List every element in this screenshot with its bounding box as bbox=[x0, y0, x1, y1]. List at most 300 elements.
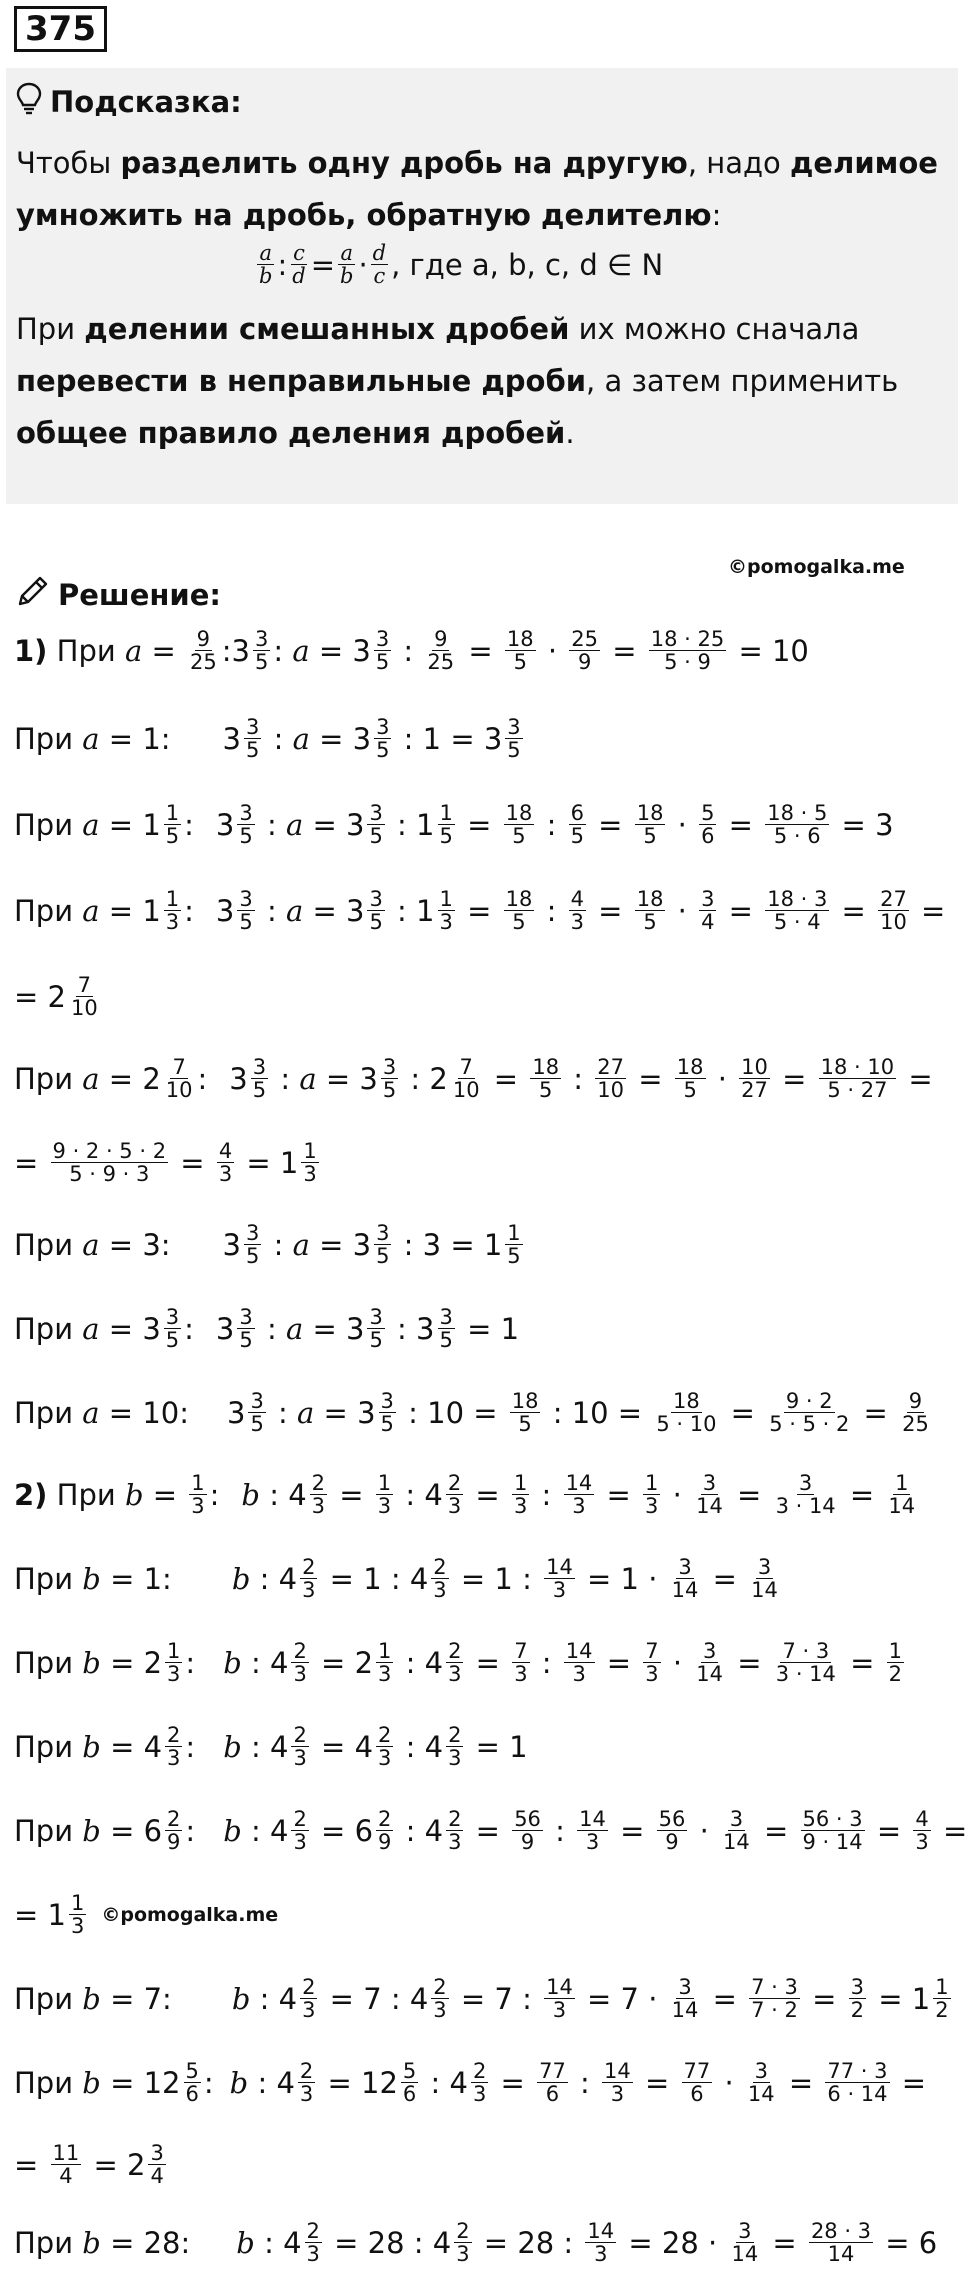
math-text: : 1 bbox=[387, 807, 435, 842]
numerator: 1 bbox=[888, 1639, 903, 1663]
fraction bbox=[253, 628, 270, 673]
denominator: 5 bbox=[512, 910, 526, 934]
numerator: 2 bbox=[293, 1723, 307, 1747]
fraction bbox=[164, 1056, 195, 1101]
fraction bbox=[217, 1140, 234, 1185]
variable: b bbox=[124, 1477, 144, 1512]
math-text: = 3 bbox=[309, 633, 371, 668]
denominator: 6 bbox=[701, 824, 715, 848]
numerator: 3 bbox=[850, 1975, 865, 1999]
numerator: 18 bbox=[673, 1389, 700, 1413]
fraction bbox=[694, 1472, 725, 1517]
denominator: 14 bbox=[751, 1578, 778, 1602]
denominator: 5 · 5 · 2 bbox=[769, 1412, 850, 1436]
math-text: = bbox=[840, 1477, 884, 1512]
math-text: = 1 : 4 bbox=[320, 1561, 429, 1596]
math-text: : 4 bbox=[396, 1813, 444, 1848]
fraction bbox=[635, 888, 666, 933]
math-text: = 6 bbox=[311, 1813, 374, 1848]
denominator: 3 bbox=[514, 1662, 528, 1686]
hint-text: , надо bbox=[687, 146, 790, 180]
numerator: 2 bbox=[472, 2059, 487, 2083]
math-text: При bbox=[14, 2065, 83, 2100]
math-text: = 28 : bbox=[474, 2225, 583, 2260]
fraction bbox=[654, 1390, 718, 1435]
math-text: = bbox=[832, 893, 876, 928]
denominator: 5 bbox=[246, 738, 260, 762]
denominator: 5 bbox=[507, 1244, 521, 1268]
fraction bbox=[544, 1976, 575, 2021]
numerator: 3 bbox=[376, 1221, 390, 1245]
fraction bbox=[446, 1472, 463, 1517]
fraction bbox=[682, 2060, 713, 2105]
denominator: 5 bbox=[165, 1328, 180, 1352]
numerator: 3 bbox=[678, 1555, 692, 1579]
math-text: · bbox=[668, 893, 697, 928]
fraction bbox=[374, 716, 391, 761]
denominator: 7 · 2 bbox=[751, 1998, 798, 2022]
variable: a bbox=[297, 1395, 315, 1430]
hint-formula: $\frac{a}{b}$ : $\frac{c}{d}$ = $\frac{a}{b}$ · $\frac{d}{c}$ , где a, b, c, d ∈ N bbox=[259, 241, 664, 288]
math-text: = bbox=[142, 633, 185, 668]
math-text: = 1: bbox=[100, 1561, 172, 1596]
fraction bbox=[564, 1640, 595, 1685]
numerator: 28 · 3 bbox=[810, 2219, 872, 2243]
math-text: = bbox=[703, 1561, 747, 1596]
math-text: = bbox=[802, 1981, 846, 2016]
math-text: : bbox=[537, 893, 566, 928]
numerator: 3 bbox=[165, 1305, 180, 1329]
numerator: 77 bbox=[683, 2059, 711, 2083]
numerator: 3 bbox=[369, 1305, 383, 1329]
solution-line bbox=[14, 1976, 954, 2021]
fraction bbox=[512, 1472, 529, 1517]
math-text: = bbox=[721, 1395, 765, 1430]
denominator: 5 bbox=[376, 1244, 390, 1268]
numerator: 14 bbox=[546, 1975, 573, 1999]
denominator: 14 bbox=[747, 2082, 775, 2106]
math-text: = 3: bbox=[99, 1227, 171, 1262]
variable: b bbox=[82, 1813, 101, 1848]
fraction bbox=[729, 2220, 760, 2265]
fraction bbox=[849, 1976, 866, 2021]
math-text: = 28 · bbox=[619, 2225, 727, 2260]
hint-text: : bbox=[711, 198, 722, 232]
denominator: 25 bbox=[427, 650, 455, 674]
numerator: 3 bbox=[678, 1975, 692, 1999]
denominator: 5 · 6 bbox=[773, 824, 821, 848]
fraction bbox=[675, 1056, 706, 1101]
fraction bbox=[431, 1556, 448, 1601]
numerator: 18 bbox=[636, 887, 664, 911]
fraction bbox=[886, 1472, 917, 1517]
math-text: = 12 bbox=[318, 2065, 398, 2100]
numerator: 3 bbox=[239, 801, 253, 825]
math-text: = 1 bbox=[457, 1311, 520, 1346]
denominator: 3 bbox=[572, 1662, 586, 1686]
math-text: : 10 = bbox=[398, 1395, 507, 1430]
denominator: 10 bbox=[452, 1078, 480, 1102]
denominator: 10 bbox=[597, 1078, 625, 1102]
numerator: 18 bbox=[532, 1055, 560, 1079]
denominator: 14 bbox=[696, 1494, 723, 1518]
fraction bbox=[401, 2060, 418, 2105]
math-text: : bbox=[532, 1477, 561, 1512]
fraction bbox=[298, 2060, 315, 2105]
solution-header bbox=[16, 574, 221, 615]
denominator: 3 bbox=[448, 1830, 462, 1854]
fraction bbox=[643, 1640, 660, 1685]
math-text: При bbox=[14, 721, 83, 756]
numerator: 1 bbox=[507, 1221, 521, 1245]
denominator: 14 bbox=[888, 1494, 916, 1518]
math-text: = bbox=[457, 807, 501, 842]
numerator: 56 bbox=[658, 1807, 686, 1831]
math-text: = 2 bbox=[84, 2147, 146, 2182]
fraction bbox=[900, 1390, 931, 1435]
variable: a bbox=[82, 807, 100, 842]
math-text: = bbox=[603, 633, 646, 668]
math-text: = 3 bbox=[303, 807, 365, 842]
fraction bbox=[446, 1808, 463, 1853]
solution-line bbox=[14, 974, 103, 1019]
numerator: 4 bbox=[218, 1139, 233, 1163]
math-text: = 3 bbox=[314, 1395, 376, 1430]
denominator: 3 bbox=[378, 1662, 392, 1686]
denominator: 5 bbox=[570, 824, 584, 848]
numerator: 1 bbox=[439, 801, 453, 825]
numerator: 27 bbox=[880, 887, 907, 911]
numerator: 1 bbox=[645, 1471, 659, 1495]
variable: b bbox=[82, 1981, 101, 2016]
math-text: = 7 : bbox=[451, 1981, 542, 2016]
fraction bbox=[774, 1472, 838, 1517]
math-text: = bbox=[143, 1477, 187, 1512]
solution-line bbox=[14, 2220, 937, 2265]
variable: b bbox=[82, 2065, 101, 2100]
math-text: = 3 bbox=[832, 807, 894, 842]
numerator: 1 bbox=[165, 887, 180, 911]
variable: b bbox=[231, 1561, 251, 1596]
math-text: : bbox=[537, 807, 566, 842]
solution-line bbox=[14, 1306, 519, 1351]
denominator: 5 · 4 bbox=[773, 910, 821, 934]
fraction bbox=[51, 1140, 169, 1185]
fraction bbox=[379, 1390, 396, 1435]
math-text: При bbox=[14, 1395, 83, 1430]
math-text: При bbox=[14, 807, 83, 842]
denominator: 3 bbox=[70, 1914, 85, 1938]
math-text: : bbox=[184, 1311, 194, 1346]
denominator: 5 bbox=[246, 1244, 260, 1268]
math-text: = bbox=[14, 2147, 48, 2182]
math-text: 3 bbox=[215, 893, 235, 928]
denominator: 5 bbox=[369, 910, 383, 934]
numerator: 3 bbox=[239, 1305, 253, 1329]
fraction bbox=[376, 1472, 393, 1517]
fraction bbox=[512, 1808, 543, 1853]
math-text: = 3 bbox=[309, 1227, 372, 1262]
numerator: 2 bbox=[456, 2219, 470, 2243]
math-text: При bbox=[14, 1981, 83, 2016]
numerator: 18 bbox=[676, 1055, 704, 1079]
numerator: 6 bbox=[570, 801, 584, 825]
math-text: : bbox=[185, 1813, 196, 1848]
denominator: 3 bbox=[293, 1662, 307, 1686]
fraction bbox=[291, 1724, 308, 1769]
math-text: : 1 = 3 bbox=[394, 721, 503, 756]
math-text: = bbox=[588, 807, 632, 842]
denominator: 5 bbox=[239, 910, 253, 934]
variable: a bbox=[285, 893, 304, 928]
denominator: 5 bbox=[239, 824, 253, 848]
variable: a bbox=[82, 1395, 100, 1430]
math-text: = 1 : bbox=[451, 1561, 542, 1596]
numerator: 3 bbox=[246, 715, 260, 739]
denominator: 6 bbox=[185, 2082, 199, 2106]
watermark: ©pomogalka.me bbox=[101, 1903, 279, 1926]
math-text: При bbox=[47, 633, 125, 668]
numerator: 18 bbox=[505, 801, 533, 825]
math-text: : 10 = bbox=[543, 1395, 652, 1430]
math-text: : 3 bbox=[387, 1311, 435, 1346]
numerator: 1 bbox=[167, 1639, 181, 1663]
denominator: 4 bbox=[59, 2164, 73, 2188]
math-text: : 4 bbox=[241, 1645, 289, 1680]
math-text: : 4 bbox=[250, 1561, 298, 1596]
fraction bbox=[374, 1222, 391, 1267]
math-text: = bbox=[899, 1061, 933, 1096]
solution-line bbox=[14, 1556, 783, 1601]
math-text: : bbox=[268, 1395, 298, 1430]
denominator: 5 · 10 bbox=[656, 1412, 717, 1436]
denominator: 3 bbox=[433, 1578, 447, 1602]
variable: b bbox=[82, 1561, 101, 1596]
math-text: = 4 bbox=[100, 1729, 163, 1764]
math-text: : bbox=[257, 1311, 286, 1346]
numerator: 10 bbox=[741, 1055, 768, 1079]
fraction bbox=[765, 888, 829, 933]
math-text: = 28 : 4 bbox=[324, 2225, 452, 2260]
math-text: : bbox=[264, 1227, 293, 1262]
hint-line-5 bbox=[16, 364, 898, 398]
math-text: = bbox=[588, 893, 632, 928]
math-text: · bbox=[708, 1061, 737, 1096]
fraction bbox=[237, 1306, 254, 1351]
solution-line bbox=[14, 888, 945, 933]
solution-line bbox=[14, 716, 526, 761]
numerator: 18 · 25 bbox=[650, 627, 725, 651]
denominator: 2 bbox=[888, 1662, 903, 1686]
denominator: 5 bbox=[513, 650, 527, 674]
math-text: При bbox=[14, 1061, 83, 1096]
math-text: = bbox=[171, 1145, 214, 1180]
math-text: При bbox=[14, 1645, 83, 1680]
fraction bbox=[595, 1056, 626, 1101]
denominator: 5 bbox=[369, 824, 383, 848]
math-text: : bbox=[184, 893, 194, 928]
solution-line bbox=[14, 1808, 967, 1853]
numerator: 2 bbox=[302, 1975, 316, 1999]
numerator: 2 bbox=[447, 1471, 462, 1495]
math-text: : 4 bbox=[250, 1981, 298, 2016]
denominator: 6 · 14 bbox=[827, 2082, 888, 2106]
math-text: · bbox=[715, 2065, 743, 2100]
math-text: При bbox=[14, 1729, 83, 1764]
numerator: 56 bbox=[514, 1807, 541, 1831]
numerator: 3 bbox=[252, 1055, 267, 1079]
fraction bbox=[569, 802, 586, 847]
fraction bbox=[564, 1472, 595, 1517]
math-text: = 3 bbox=[303, 893, 365, 928]
numerator: 1 bbox=[165, 801, 180, 825]
fraction bbox=[367, 888, 384, 933]
denominator: 5 bbox=[250, 1412, 264, 1436]
numerator: 27 bbox=[597, 1055, 625, 1079]
fraction bbox=[878, 888, 909, 933]
fraction bbox=[635, 802, 666, 847]
math-text: : 4 bbox=[241, 1813, 289, 1848]
denominator: 3 bbox=[167, 1662, 181, 1686]
math-text: 3 bbox=[215, 807, 235, 842]
fraction bbox=[643, 1472, 660, 1517]
hint-box bbox=[6, 68, 958, 504]
numerator: 3 bbox=[738, 2219, 752, 2243]
denominator: 3 bbox=[594, 2242, 608, 2266]
variable: b bbox=[223, 1729, 242, 1764]
math-text: 3 bbox=[222, 721, 241, 756]
fraction bbox=[376, 1724, 393, 1769]
math-text: = 3 bbox=[316, 1061, 378, 1096]
numerator: 2 bbox=[433, 1975, 447, 1999]
denominator: 3 bbox=[165, 910, 180, 934]
math-text: = bbox=[727, 1477, 771, 1512]
numerator: 1 bbox=[303, 1139, 317, 1163]
denominator: 5 bbox=[512, 824, 526, 848]
solution-line bbox=[14, 2060, 926, 2105]
denominator: 6 bbox=[545, 2082, 560, 2106]
hint-text: При bbox=[16, 312, 85, 346]
denominator: 3 bbox=[302, 1998, 316, 2022]
math-text: = bbox=[466, 1813, 510, 1848]
numerator: 2 bbox=[448, 1639, 462, 1663]
numerator: 3 bbox=[754, 2059, 768, 2083]
denominator: 5 bbox=[165, 824, 180, 848]
fraction bbox=[438, 1306, 455, 1351]
numerator: 3 bbox=[798, 1471, 813, 1495]
math-text: = 12 bbox=[100, 2065, 181, 2100]
numerator: 11 bbox=[52, 2141, 80, 2165]
fraction bbox=[300, 1556, 317, 1601]
denominator: 3 bbox=[218, 1162, 233, 1186]
denominator: 5 bbox=[643, 910, 657, 934]
denominator: 5 bbox=[252, 1078, 267, 1102]
denominator: 5 bbox=[643, 824, 657, 848]
denominator: 14 bbox=[671, 1998, 699, 2022]
math-text: : bbox=[197, 1061, 208, 1096]
solution-line bbox=[14, 1222, 526, 1267]
variable: b bbox=[82, 1729, 101, 1764]
math-text: = 28: bbox=[100, 2225, 191, 2260]
hint-line-1 bbox=[16, 146, 938, 180]
fraction bbox=[244, 1222, 261, 1267]
solution-line bbox=[14, 1140, 322, 1185]
math-text: = bbox=[892, 2065, 927, 2100]
hint-bold-text: общее правило деления дробей bbox=[16, 416, 566, 450]
math-text: : bbox=[545, 1813, 575, 1848]
fraction bbox=[310, 1472, 327, 1517]
numerator: 2 bbox=[378, 1807, 392, 1831]
denominator: 5 bbox=[380, 1412, 394, 1436]
math-text: = 2 bbox=[99, 1061, 161, 1096]
fraction bbox=[801, 1808, 865, 1853]
fraction bbox=[184, 2060, 201, 2105]
denominator: 14 bbox=[696, 1662, 724, 1686]
math-text: = 6 bbox=[100, 1813, 163, 1848]
math-text: = bbox=[703, 1981, 747, 2016]
fraction bbox=[165, 1724, 182, 1769]
fraction bbox=[933, 1976, 950, 2021]
part-label: 2) bbox=[14, 1477, 48, 1512]
math-text: = 3 bbox=[99, 1311, 161, 1346]
solution-line bbox=[14, 2142, 169, 2187]
numerator: 18 bbox=[506, 627, 534, 651]
numerator: 3 bbox=[250, 1389, 264, 1413]
denominator: 3 bbox=[456, 2242, 470, 2266]
math-text: = bbox=[459, 633, 502, 668]
numerator: 18 bbox=[505, 887, 533, 911]
denominator: 14 bbox=[731, 2242, 759, 2266]
numerator: 1 bbox=[895, 1471, 909, 1495]
math-text: : 4 bbox=[396, 1477, 443, 1512]
numerator: 2 bbox=[448, 1807, 462, 1831]
fraction bbox=[305, 2220, 322, 2265]
variable: a bbox=[124, 633, 143, 668]
lightbulb-icon bbox=[16, 82, 42, 121]
math-text: : 4 bbox=[421, 2065, 468, 2100]
numerator: 2 bbox=[293, 1639, 307, 1663]
denominator: 3 bbox=[377, 1494, 392, 1518]
math-text: : bbox=[257, 893, 286, 928]
numerator: 2 bbox=[293, 1807, 307, 1831]
fraction bbox=[749, 1976, 800, 2021]
fraction bbox=[237, 802, 254, 847]
variable: b bbox=[223, 1645, 242, 1680]
math-text: При bbox=[14, 1561, 83, 1596]
numerator: 14 bbox=[604, 2059, 631, 2083]
denominator: 3 bbox=[513, 1494, 528, 1518]
numerator: 14 bbox=[587, 2219, 615, 2243]
numerator: 5 bbox=[185, 2059, 199, 2083]
fraction bbox=[670, 1976, 701, 2021]
denominator: 3 bbox=[572, 1494, 586, 1518]
math-text: = bbox=[466, 1477, 509, 1512]
denominator: 9 bbox=[520, 1830, 535, 1854]
numerator: 1 bbox=[191, 1471, 205, 1495]
math-text: = 1 bbox=[869, 1981, 931, 2016]
fraction bbox=[471, 2060, 488, 2105]
fraction bbox=[657, 1808, 688, 1853]
fraction bbox=[504, 888, 535, 933]
math-text: При bbox=[14, 1813, 83, 1848]
fraction bbox=[446, 1724, 463, 1769]
numerator: 3 bbox=[254, 627, 269, 651]
solution-line bbox=[14, 1724, 528, 1769]
fraction bbox=[809, 2220, 873, 2265]
math-text: = bbox=[854, 1395, 898, 1430]
math-text: = 10: bbox=[99, 1395, 189, 1430]
denominator: 3 bbox=[306, 2242, 320, 2266]
